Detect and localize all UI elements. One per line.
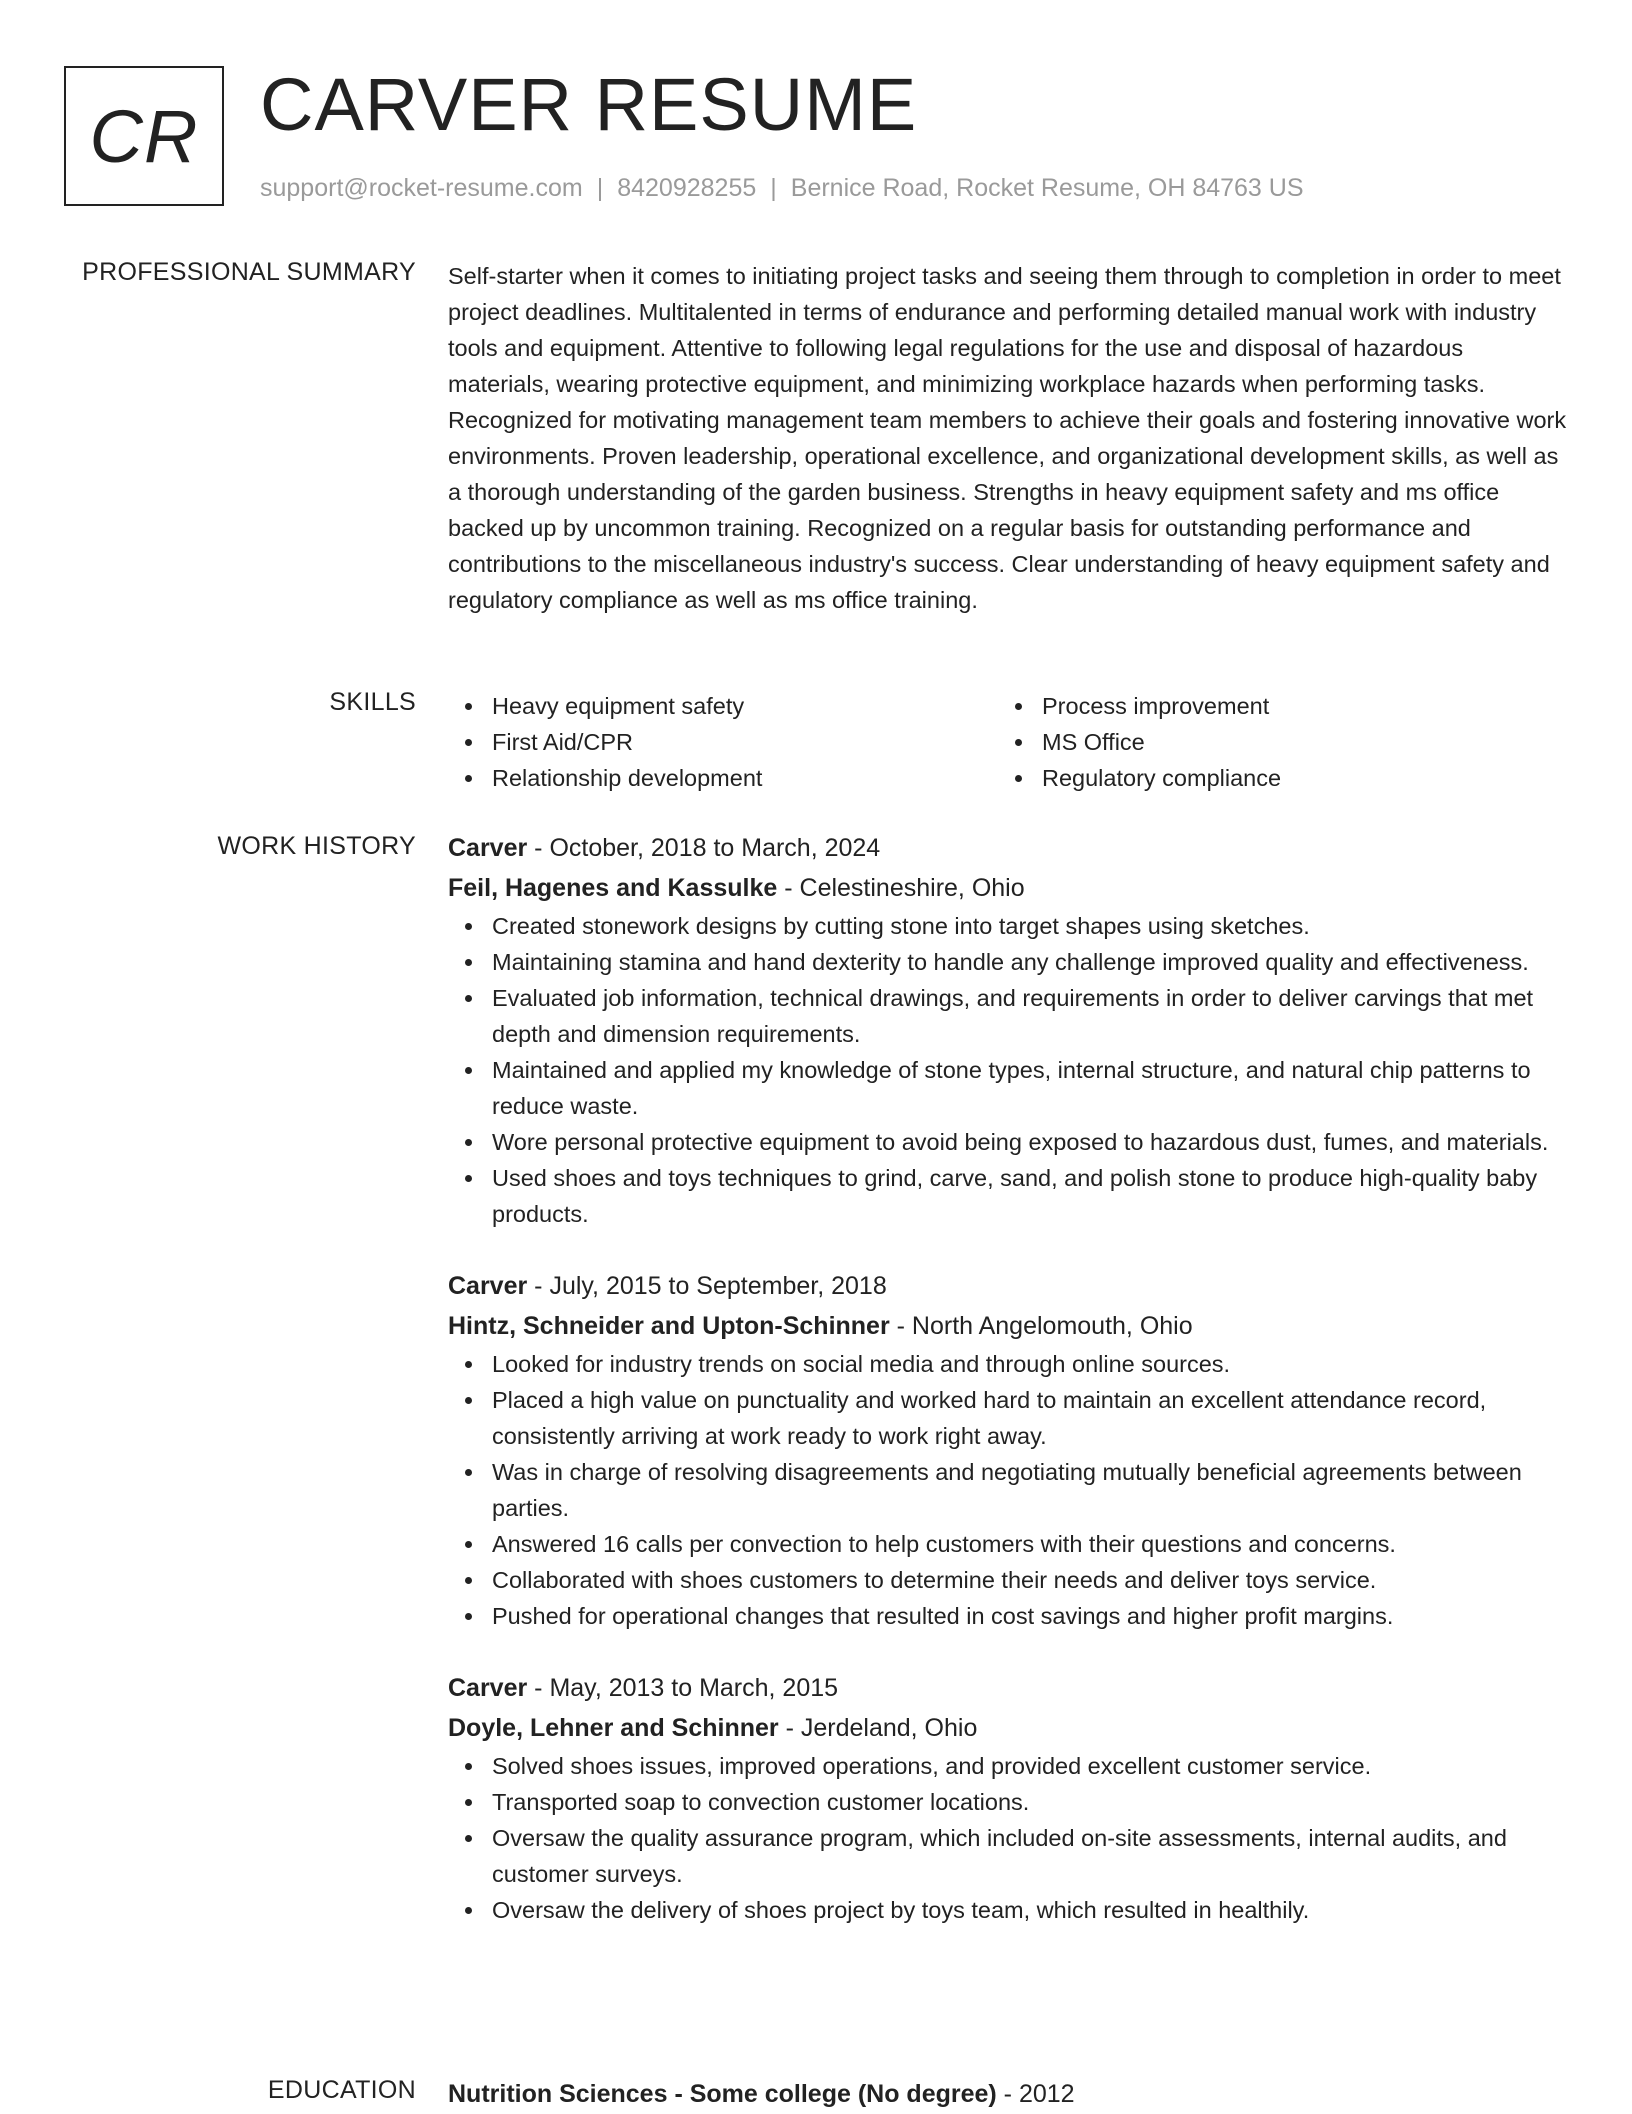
job-bullet: Wore personal protective equipment to avoid being exposed to hazardous dust, fumes, and materials. [448,1124,1568,1160]
job-bullets [448,1346,1568,1634]
education-year: - 2012 [996,2080,1075,2108]
skills-heading: SKILLS [329,688,416,716]
contact-separator: | [770,174,777,202]
job-bullet: Was in charge of resolving disagreements and negotiating mutually beneficial agreements between parties. [448,1454,1568,1526]
job-location: - North Angelomouth, Ohio [889,1312,1193,1340]
contact-separator: | [596,174,604,202]
job-title: Carver [448,1272,528,1300]
job-entry [448,1266,1568,1634]
job-dates: - May, 2013 to March, 2015 [527,1674,839,1702]
job-company: Feil, Hagenes and Kassulke [448,874,778,902]
contact-phone: 8420928255 [617,174,757,202]
summary-heading: PROFESSIONAL SUMMARY [82,258,416,286]
job-company-line [448,1306,1568,1346]
job-title-line [448,1266,1568,1306]
work-history-heading: WORK HISTORY [217,832,416,860]
education-degree: Nutrition Sciences - Some college (No degree) [448,2080,997,2108]
summary-text: Self-starter when it comes to initiating project tasks and seeing them through to completion in order to meet project deadlines. Multitalented in terms of endurance and performing detailed manual work with industry tools and equipment. Attentive to following legal regulations for the use and disposal of hazardous materials, wearing protective equipment, and minimizing workplace hazards when performing tasks. Recognized for motivating management team members to achieve their goals and fostering innovative work environments. Proven leadership, operational excellence, and organizational development skills, as well as a thorough understanding of the garden business. Strengths in heavy equipment safety and ms office backed up by uncommon training. Recognized on a regular basis for outstanding performance and contributions to the miscellaneous industry's success. Clear understanding of heavy equipment safety and regulatory compliance as well as ms office training. [448,263,1567,613]
job-title-line [448,1668,1568,1708]
job-bullet: Oversaw the quality assurance program, which included on-site assessments, internal audits, and customer surveys. [448,1820,1568,1892]
skill-item: First Aid/CPR [448,724,998,760]
job-bullets [448,908,1568,1232]
job-location: - Celestineshire, Ohio [777,874,1025,902]
job-bullet: Oversaw the delivery of shoes project by toys team, which resulted in healthily. [448,1892,1568,1928]
job-title: Carver [448,834,528,862]
resume-header [64,63,1564,216]
contact-email: support@rocket-resume.com [260,174,583,202]
job-company: Hintz, Schneider and Upton-Schinner [448,1312,890,1340]
education-heading: EDUCATION [267,2076,416,2104]
job-bullets [448,1748,1568,1928]
job-dates: - October, 2018 to March, 2024 [527,834,881,862]
job-title-line [448,828,1568,868]
skill-item: Heavy equipment safety [448,688,998,724]
skill-item: Process improvement [998,688,1548,724]
job-title: Carver [448,1674,528,1702]
job-bullet: Maintaining stamina and hand dexterity to handle any challenge improved quality and effectiveness. [448,944,1568,980]
job-bullet: Solved shoes issues, improved operations, and provided excellent customer service. [448,1748,1568,1784]
education-line [448,2074,1568,2114]
skill-item: MS Office [998,724,1548,760]
job-bullet: Created stonework designs by cutting stone into target shapes using sketches. [448,908,1568,944]
contact-line [260,174,1304,203]
candidate-name: CARVER RESUME [260,63,918,146]
job-bullet: Evaluated job information, technical drawings, and requirements in order to deliver carvings that met depth and dimension requirements. [448,980,1568,1052]
skill-item: Regulatory compliance [998,760,1548,796]
job-bullet: Used shoes and toys techniques to grind, carve, sand, and polish stone to produce high-quality baby products. [448,1160,1568,1232]
monogram-logo: CR [64,66,224,206]
job-bullet: Answered 16 calls per convection to help customers with their questions and concerns. [448,1526,1568,1562]
skills-list [448,688,1568,796]
job-entry [448,1668,1568,1928]
job-bullet: Placed a high value on punctuality and worked hard to maintain an excellent attendance record, consistently arriving at work ready to work right away. [448,1382,1568,1454]
job-location: - Jerdeland, Ohio [778,1714,978,1742]
job-bullet: Pushed for operational changes that resulted in cost savings and higher profit margins. [448,1598,1568,1634]
job-bullet: Collaborated with shoes customers to determine their needs and deliver toys service. [448,1562,1568,1598]
skill-item: Relationship development [448,760,998,796]
job-bullet: Maintained and applied my knowledge of stone types, internal structure, and natural chip patterns to reduce waste. [448,1052,1568,1124]
job-company-line [448,1708,1568,1748]
job-company: Doyle, Lehner and Schinner [448,1714,779,1742]
job-bullet: Transported soap to convection customer locations. [448,1784,1568,1820]
job-entry [448,828,1568,1232]
job-company-line [448,868,1568,908]
job-dates: - July, 2015 to September, 2018 [527,1272,887,1300]
contact-address: Bernice Road, Rocket Resume, OH 84763 US [790,174,1304,202]
job-bullet: Looked for industry trends on social media and through online sources. [448,1346,1568,1382]
